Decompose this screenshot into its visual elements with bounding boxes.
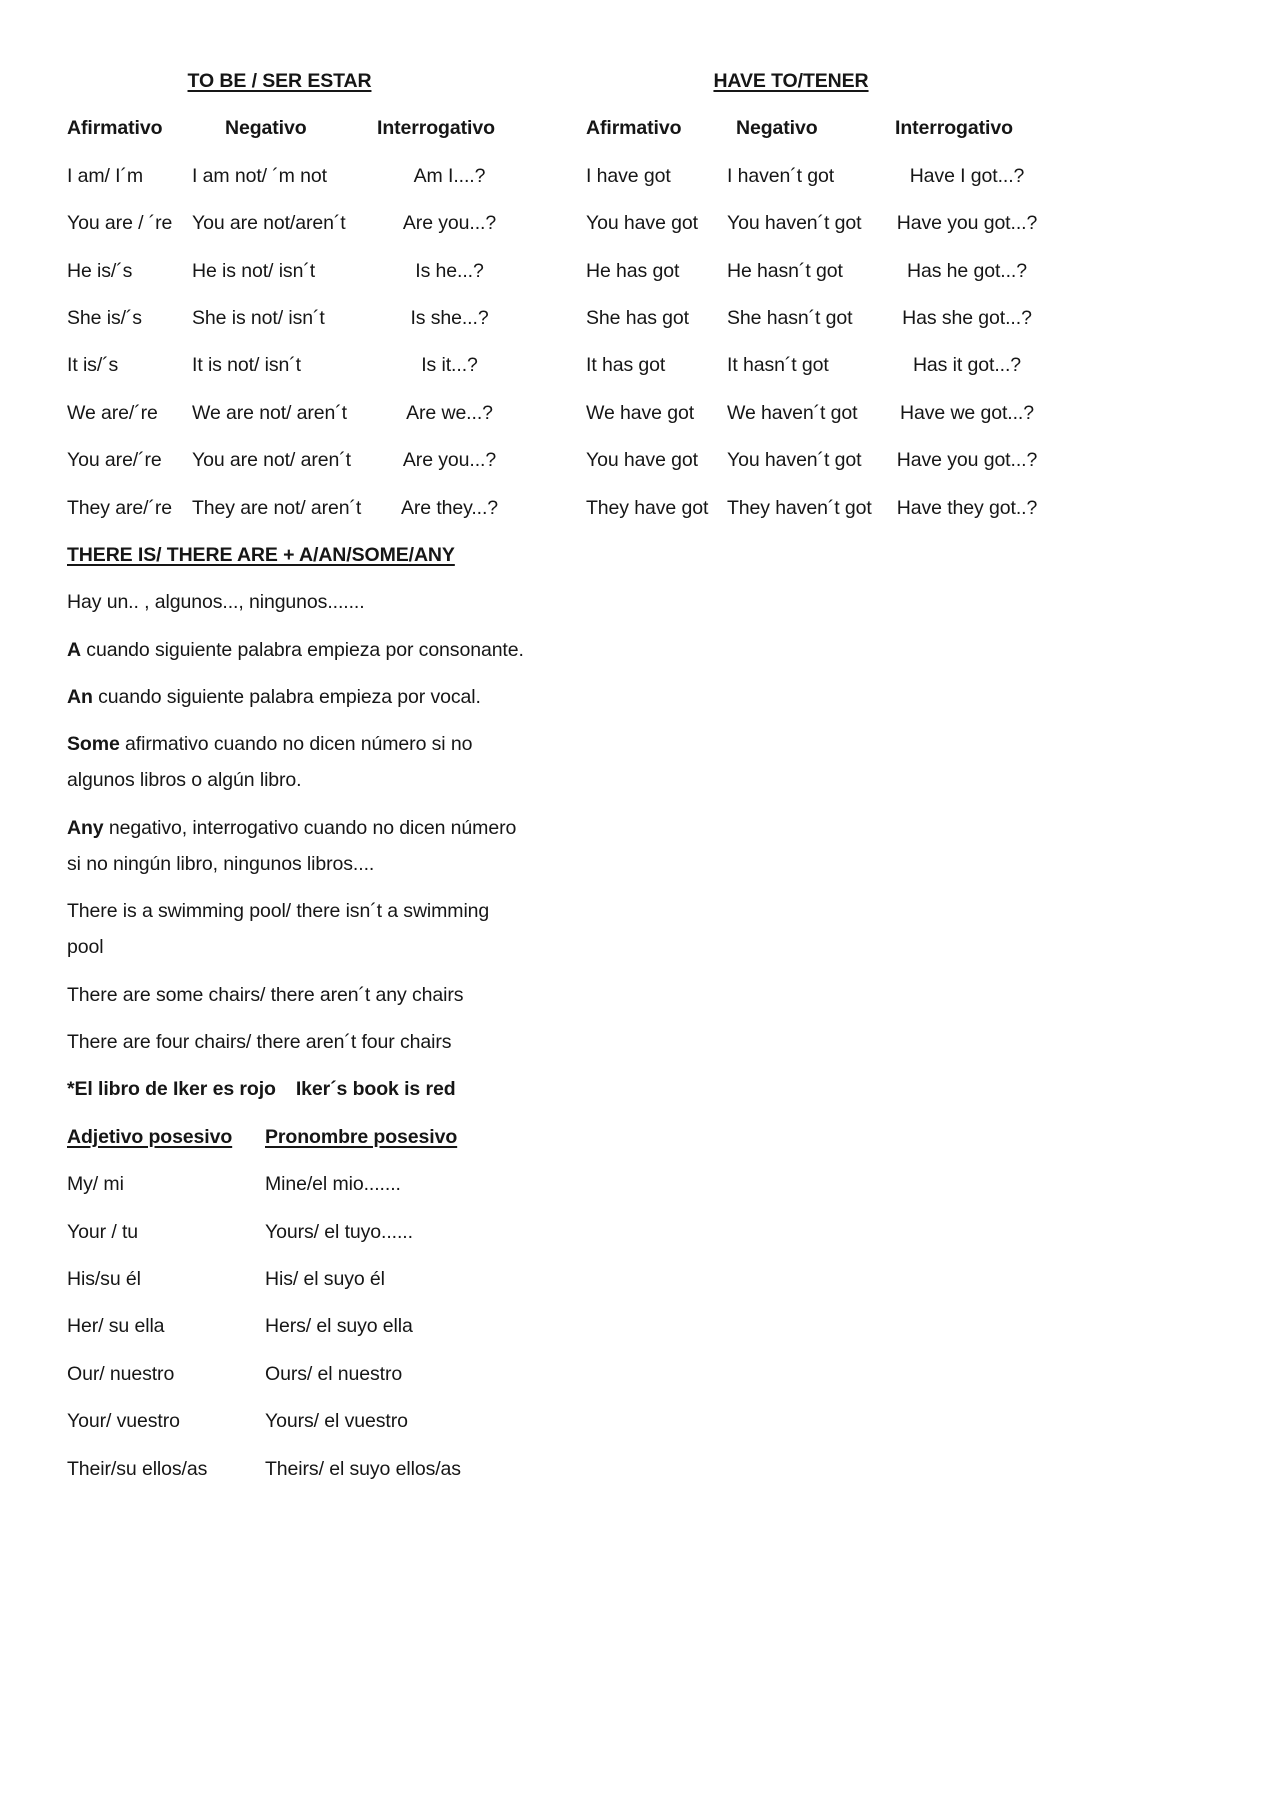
table-cell: Have you got...? xyxy=(896,449,1038,472)
table-cell: His/su él xyxy=(67,1267,141,1290)
paragraph-line: algunos libros o algún libro. xyxy=(67,769,302,792)
conjugation-tables-row xyxy=(67,63,1220,526)
table-cell: Her/ su ella xyxy=(67,1315,165,1338)
column-header: Negativo xyxy=(736,117,818,140)
table-cell: He is not/ isn´t xyxy=(192,259,316,282)
table-cell: It hasn´t got xyxy=(727,354,829,377)
table-cell: We are not/ aren´t xyxy=(192,401,347,424)
paragraph-line: pool xyxy=(67,936,104,959)
column-header: Negativo xyxy=(225,117,307,140)
table-cell: Are they...? xyxy=(400,496,499,519)
paragraph-line: There is a swimming pool/ there isn´t a swimming xyxy=(67,900,490,923)
paragraph-line: si no ningún libro, ningunos libros.... xyxy=(67,852,375,875)
table-cell: Has she got...? xyxy=(902,306,1032,329)
there-is-section xyxy=(67,537,1220,1108)
paragraph-line: There are four chairs/ there aren´t four chairs xyxy=(67,1031,452,1054)
column-header: Interrogativo xyxy=(895,117,1013,140)
table-cell: You are not/ aren´t xyxy=(192,449,351,472)
table-cell: His/ el suyo él xyxy=(265,1267,385,1290)
paragraph-line: There are some chairs/ there aren´t any chairs xyxy=(67,983,464,1006)
table-cell: Mine/el mio....... xyxy=(265,1173,401,1196)
table-cell: Are you...? xyxy=(402,212,497,235)
have-to-title: HAVE TO/TENER xyxy=(713,70,869,92)
table-cell: You are not/aren´t xyxy=(192,212,346,235)
table-cell: You are / ´re xyxy=(67,212,173,235)
table-cell: Are you...? xyxy=(402,449,497,472)
example-sentence xyxy=(67,1071,1220,1107)
paragraph xyxy=(67,632,1220,668)
table-cell: We haven´t got xyxy=(727,401,858,424)
have-to-table xyxy=(586,63,1056,526)
table-cell: We have got xyxy=(586,401,695,424)
table-cell: Have you got...? xyxy=(896,212,1038,235)
paragraph xyxy=(67,584,1220,620)
paragraph xyxy=(67,810,1220,882)
paragraph xyxy=(67,893,1220,965)
paragraph-line: An cuando siguiente palabra empieza por vocal. xyxy=(67,686,481,709)
possessive-pronoun-header: Pronombre posesivo xyxy=(265,1125,458,1148)
table-cell: You have got xyxy=(586,449,698,472)
table-cell: Is it...? xyxy=(421,354,478,377)
table-cell: Am I....? xyxy=(413,164,486,187)
table-cell: Yours/ el tuyo...... xyxy=(265,1220,413,1243)
table-cell: Has he got...? xyxy=(906,259,1027,282)
table-cell: Is she...? xyxy=(410,306,489,329)
paragraph xyxy=(67,977,1220,1013)
table-cell: Are we...? xyxy=(406,401,493,424)
possessives-grid xyxy=(67,1119,1220,1487)
table-cell: Have I got...? xyxy=(909,164,1025,187)
table-cell: You have got xyxy=(586,212,698,235)
paragraph xyxy=(67,679,1220,715)
table-cell: You haven´t got xyxy=(727,212,862,235)
paragraph xyxy=(67,726,1220,798)
table-cell: Is he...? xyxy=(415,259,484,282)
paragraph-line: A cuando siguiente palabra empieza por consonante. xyxy=(67,638,524,661)
paragraph-line: Some afirmativo cuando no dicen número si no xyxy=(67,733,473,756)
table-cell: Ours/ el nuestro xyxy=(265,1362,403,1385)
table-cell: They are/´re xyxy=(67,496,173,519)
possessives-section xyxy=(67,1119,1220,1487)
table-cell: Hers/ el suyo ella xyxy=(265,1315,413,1338)
table-cell: Theirs/ el suyo ellos/as xyxy=(265,1457,461,1480)
have-to-grid xyxy=(586,110,1056,525)
table-cell: She is/´s xyxy=(67,306,142,329)
table-cell: They have got xyxy=(586,496,709,519)
table-cell: He hasn´t got xyxy=(727,259,843,282)
table-cell: She is not/ isn´t xyxy=(192,306,325,329)
table-cell: We are/´re xyxy=(67,401,158,424)
table-cell: Has it got...? xyxy=(912,354,1022,377)
column-header: Interrogativo xyxy=(377,117,495,140)
possessive-adjective-header: Adjetivo posesivo xyxy=(67,1125,233,1148)
table-cell: It has got xyxy=(586,354,666,377)
paragraph xyxy=(67,1024,1220,1060)
table-cell: They are not/ aren´t xyxy=(192,496,362,519)
table-cell: He has got xyxy=(586,259,680,282)
table-cell: I am not/ ´m not xyxy=(192,164,327,187)
table-cell: She has got xyxy=(586,306,689,329)
to-be-table xyxy=(67,63,522,526)
table-cell: I am/ I´m xyxy=(67,164,144,187)
table-cell: They haven´t got xyxy=(727,496,872,519)
paragraph-line: Any negativo, interrogativo cuando no dicen número xyxy=(67,816,517,839)
table-cell: Your/ vuestro xyxy=(67,1410,180,1433)
column-header: Afirmativo xyxy=(67,117,163,140)
table-cell: It is/´s xyxy=(67,354,119,377)
there-is-heading: THERE IS/ THERE ARE + A/AN/SOME/ANY xyxy=(67,543,455,566)
example-english: Iker´s book is red xyxy=(295,1078,456,1101)
example-spanish: *El libro de Iker es rojo xyxy=(67,1078,276,1101)
table-cell: I have got xyxy=(586,164,671,187)
table-cell: Our/ nuestro xyxy=(67,1362,175,1385)
column-header: Afirmativo xyxy=(586,117,682,140)
to-be-grid xyxy=(67,110,522,525)
table-cell: She hasn´t got xyxy=(727,306,853,329)
table-cell: Have we got...? xyxy=(900,401,1034,424)
paragraph-line: Hay un.. , algunos..., ningunos....... xyxy=(67,591,365,614)
table-cell: Yours/ el vuestro xyxy=(265,1410,408,1433)
table-cell: My/ mi xyxy=(67,1173,124,1196)
table-cell: Your / tu xyxy=(67,1220,139,1243)
to-be-title: TO BE / SER ESTAR xyxy=(187,70,372,92)
table-cell: You are/´re xyxy=(67,449,162,472)
table-cell: You haven´t got xyxy=(727,449,862,472)
table-cell: It is not/ isn´t xyxy=(192,354,301,377)
table-cell: He is/´s xyxy=(67,259,133,282)
table-cell: Their/su ellos/as xyxy=(67,1457,208,1480)
table-cell: I haven´t got xyxy=(727,164,835,187)
table-cell: Have they got..? xyxy=(896,496,1038,519)
